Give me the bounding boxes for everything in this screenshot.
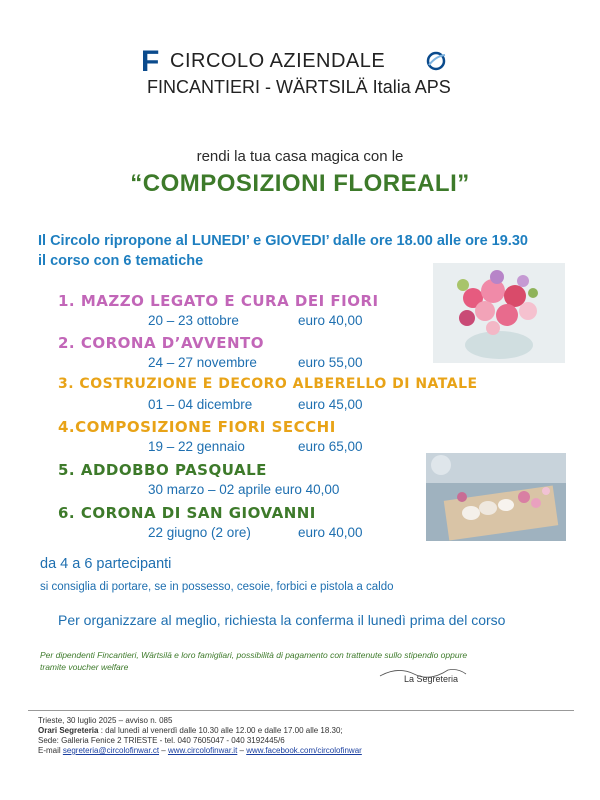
signature-label: La Segreteria [404,674,459,684]
footer-web-link[interactable]: www.circolofinwar.it [167,746,238,755]
course-5-title: 5. ADDOBBO PASQUALE [58,461,267,479]
bouquet-photo [433,263,565,363]
course-3-price: euro 45,00 [298,397,363,412]
course-1-dates: 20 – 23 ottobre [148,313,239,328]
page-title: “COMPOSIZIONI FLOREALI” [130,170,470,197]
course-5-dates: 30 marzo – 02 aprile euro 40,00 [148,482,340,497]
course-3-title: 3. COSTRUZIONE E DECORO ALBERELLO DI NATALE [58,376,478,392]
course-4-dates: 19 – 22 gennaio [148,439,245,454]
footer-hours [38,726,343,735]
intro-line-2: il corso con 6 tematiche [38,253,204,269]
footer-sep-1: – [159,746,168,755]
course-4-title: 4.COMPOSIZIONE FIORI SECCHI [58,418,336,436]
course-6-price: euro 40,00 [298,525,363,540]
footer-email-label: E-mail [38,746,63,755]
logo-letter: F [141,45,160,78]
course-6-dates: 22 giugno (2 ore) [148,525,251,540]
course-3-dates: 01 – 04 dicembre [148,397,253,412]
footer-date-line: Trieste, 30 luglio 2025 – avviso n. 085 [38,716,173,725]
footer-facebook-link[interactable]: www.facebook.com/circolofinwar [246,746,362,755]
footer-contacts [38,746,362,755]
payment-note-line-2: tramite voucher welfare [40,662,129,672]
footer-email-link[interactable]: segreteria@circolofinwar.ct [62,746,160,755]
course-4-price: euro 65,00 [298,439,363,454]
logo-swoosh-icon [425,50,447,72]
course-2-title: 2. CORONA D’AVVENTO [58,334,265,352]
footer-hours-text: : dal lunedì al venerdì dalle 10.30 alle 12.00 e dalle 17.00 alle 18.30; [98,726,343,735]
payment-note-line-1: Per dipendenti Fincantieri, Wärtsilä e loro famigliari, possibilità di pagamento con trattenute sullo stipendio oppure [40,650,468,660]
footer-divider [28,710,574,711]
participants-text: da 4 a 6 partecipanti [40,556,172,572]
footer-sep-2: – [237,746,247,755]
advice-text: si consiglia di portare, se in possesso, cesoie, forbici e pistola a caldo [40,581,394,593]
org-name: CIRCOLO AZIENDALE [170,50,386,72]
course-2-dates: 24 – 27 novembre [148,355,257,370]
org-subtitle: FINCANTIERI - WÄRTSILÄ Italia APS [147,77,451,97]
tagline: rendi la tua casa magica con le [196,148,404,165]
footer-hours-label: Orari Segreteria [38,726,99,735]
footer-address: Sede: Galleria Fenice 2 TRIESTE - tel. 040 7605047 - 040 3192445/6 [38,736,285,745]
intro-line-1: Il Circolo ripropone al LUNEDI’ e GIOVEDI’ dalle ore 18.00 alle ore 19.30 [38,233,528,249]
course-1-price: euro 40,00 [298,313,363,328]
course-1-title: 1. MAZZO LEGATO E CURA DEI FIORI [58,292,379,310]
course-2-price: euro 55,00 [298,355,363,370]
confirm-notice: Per organizzare al meglio, richiesta la conferma il lunedì prima del corso [58,612,506,628]
easter-photo [426,453,566,541]
course-6-title: 6. CORONA DI SAN GIOVANNI [58,504,316,522]
